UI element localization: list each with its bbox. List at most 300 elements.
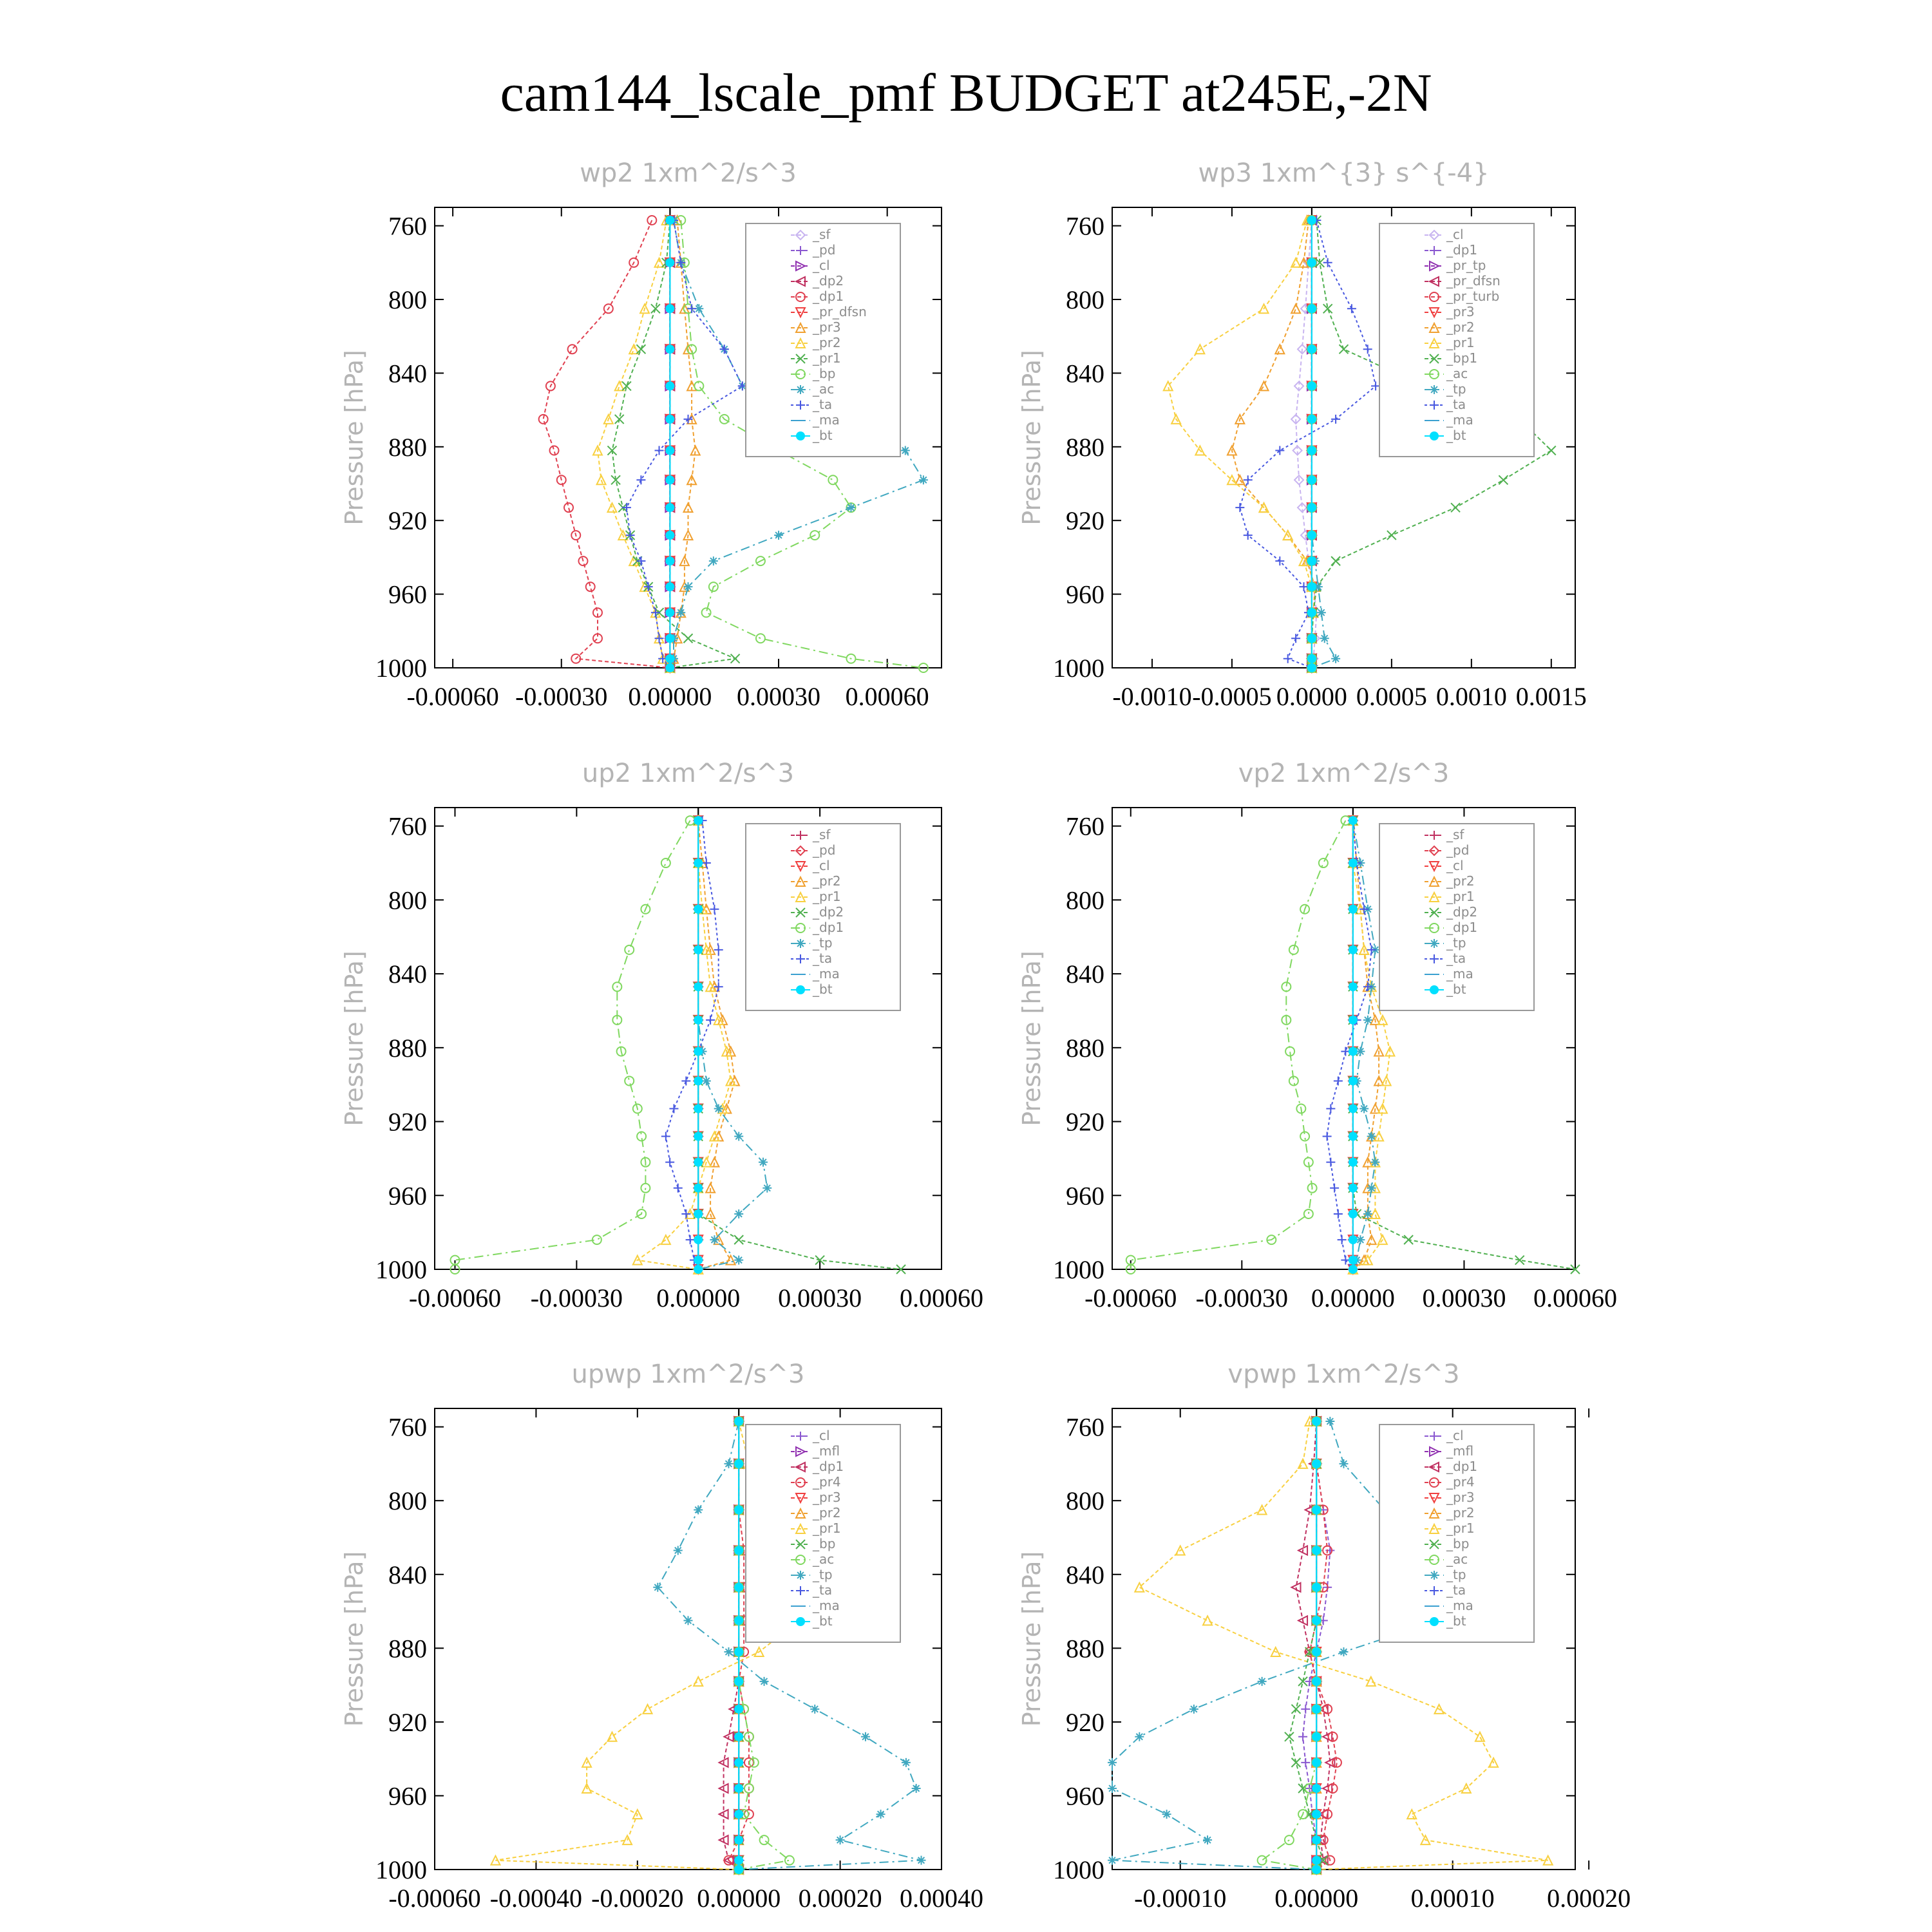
data-point <box>665 475 674 484</box>
y-tick-label: 920 <box>1066 1707 1104 1737</box>
legend-label: _pr1 <box>1446 889 1475 904</box>
data-point <box>665 258 674 267</box>
x-tick-label: 0.0010 <box>1435 682 1507 711</box>
y-axis-label: Pressure [hPa] <box>340 1551 368 1727</box>
data-point <box>1349 1047 1358 1056</box>
x-tick-label: -0.00010 <box>1134 1884 1227 1913</box>
legend-label: _ta <box>1446 397 1466 412</box>
data-point <box>684 1616 693 1625</box>
x-tick-label: 0.00060 <box>845 682 929 711</box>
data-point <box>1312 1417 1321 1426</box>
y-tick-label: 1000 <box>1053 654 1104 683</box>
y-tick-label: 760 <box>1066 211 1104 241</box>
y-tick-label: 840 <box>388 1560 427 1589</box>
x-tick-label: 0.00000 <box>1274 1884 1359 1913</box>
legend-label: _bt <box>1446 981 1466 997</box>
data-point <box>1367 1132 1376 1141</box>
legend-label: _cl <box>1446 227 1464 242</box>
data-point <box>1307 634 1316 643</box>
y-tick-label: 1000 <box>1053 1255 1104 1284</box>
y-tick-label: 880 <box>1066 1634 1104 1663</box>
data-point <box>1370 1158 1379 1167</box>
legend-label: _pr1 <box>1446 335 1475 350</box>
legend-label: _pr1 <box>813 1520 841 1536</box>
x-tick-label: -0.00030 <box>1195 1283 1288 1312</box>
legend-label: _ac <box>813 381 835 397</box>
legend-label: _pr1 <box>813 889 841 904</box>
legend <box>1379 223 1534 457</box>
y-axis-label: Pressure [hPa] <box>1018 1551 1046 1727</box>
legend-label: _tp <box>1446 1567 1466 1582</box>
data-point <box>1312 1784 1321 1793</box>
legend-label: _pd <box>813 842 836 858</box>
y-tick-label: 960 <box>388 1781 427 1811</box>
y-tick-label: 800 <box>388 1486 427 1516</box>
legend-label: _dp1 <box>1446 1459 1478 1474</box>
data-point <box>734 1677 743 1686</box>
y-tick-label: 840 <box>388 359 427 388</box>
y-tick-label: 920 <box>1066 506 1104 536</box>
legend-marker <box>796 1617 805 1626</box>
panel-title: up2 1xm^2/s^3 <box>582 759 795 788</box>
data-point <box>1307 503 1316 512</box>
legend-label: _pr3 <box>1446 1490 1475 1505</box>
legend <box>746 824 900 1010</box>
legend-label: _dp1 <box>813 289 844 304</box>
data-point <box>902 1758 911 1767</box>
data-point <box>694 858 703 867</box>
legend-label: _ac <box>1446 366 1468 381</box>
legend-label: _dp1 <box>1446 242 1478 258</box>
legend-label: _bp <box>813 366 836 381</box>
data-point <box>694 1047 703 1056</box>
legend-label: _dp2 <box>813 273 844 289</box>
legend-label: _cl <box>813 858 830 873</box>
x-tick-label: -0.00060 <box>1084 1283 1177 1312</box>
legend-label: _ta <box>813 1582 833 1598</box>
legend-label: _bt <box>813 1613 833 1629</box>
y-tick-label: 800 <box>1066 886 1104 915</box>
legend-label: _pd <box>813 242 836 258</box>
y-tick-label: 960 <box>388 1181 427 1211</box>
data-point <box>1189 1705 1198 1714</box>
panel-title: wp3 1xm^{3} s^{-4} <box>1198 158 1490 188</box>
y-tick-label: 880 <box>1066 1033 1104 1063</box>
legend-label: _bt <box>813 428 833 443</box>
data-point <box>1349 945 1358 954</box>
legend-label: _bt <box>1446 1613 1466 1629</box>
data-point <box>665 634 674 643</box>
legend-label: _pr_dfsn <box>1446 273 1501 289</box>
y-tick-label: 1000 <box>1053 1855 1104 1884</box>
y-tick-label: 760 <box>388 1412 427 1442</box>
data-point <box>1312 1865 1321 1874</box>
y-axis-label: Pressure [hPa] <box>340 350 368 526</box>
x-tick-label: 0.0005 <box>1356 682 1427 711</box>
data-point <box>1349 982 1358 991</box>
data-point <box>1331 654 1340 663</box>
data-point <box>694 982 703 991</box>
data-point <box>734 1835 743 1844</box>
data-point <box>1307 582 1316 591</box>
y-tick-label: 840 <box>388 960 427 989</box>
y-tick-label: 800 <box>1066 1486 1104 1516</box>
data-point <box>1312 1616 1321 1625</box>
data-point <box>709 556 718 565</box>
legend-label: _pd <box>1446 842 1470 858</box>
data-point <box>810 1705 819 1714</box>
x-tick-label: 0.00000 <box>697 1884 781 1913</box>
legend-label: _cl <box>1446 1428 1464 1443</box>
legend-marker <box>1430 1617 1439 1626</box>
legend-label: _pr_tp <box>1446 258 1486 273</box>
x-tick-label: 0.00040 <box>900 1884 983 1913</box>
y-tick-label: 920 <box>388 506 427 536</box>
y-tick-label: 880 <box>388 1634 427 1663</box>
y-axis-label: Pressure [hPa] <box>340 951 368 1126</box>
x-tick-label: 0.00060 <box>1533 1283 1617 1312</box>
legend-label: _pr4 <box>1446 1474 1475 1490</box>
legend-label: _pr4 <box>813 1474 841 1490</box>
data-point <box>1359 1104 1368 1113</box>
legend-label: _sf <box>1446 827 1464 842</box>
data-point <box>1307 345 1316 354</box>
data-point <box>734 1546 743 1555</box>
legend-label: _pr3 <box>1446 304 1475 319</box>
data-point <box>694 1104 703 1113</box>
legend-label: _ta <box>813 397 833 412</box>
data-point <box>1312 1705 1321 1714</box>
data-point <box>1307 654 1316 663</box>
data-point <box>1312 1546 1321 1555</box>
data-point <box>674 1546 683 1555</box>
legend-label: _pr3 <box>813 1490 841 1505</box>
legend-label: _bt <box>1446 428 1466 443</box>
data-point <box>665 556 674 565</box>
panel-title: wp2 1xm^2/s^3 <box>580 158 797 188</box>
data-point <box>1349 1184 1358 1193</box>
y-axis-label: Pressure [hPa] <box>1018 350 1046 526</box>
y-tick-label: 920 <box>1066 1107 1104 1137</box>
data-point <box>694 1184 703 1193</box>
legend-label: _tp <box>1446 935 1466 951</box>
data-point <box>734 1647 743 1656</box>
x-tick-label: 0.0000 <box>1276 682 1347 711</box>
y-tick-label: 760 <box>1066 811 1104 841</box>
data-point <box>1307 531 1316 540</box>
data-point <box>734 1865 743 1874</box>
data-point <box>1312 1583 1321 1592</box>
legend-label: _ta <box>1446 1582 1466 1598</box>
legend-label: _mfl <box>813 1443 840 1459</box>
data-point <box>1312 1810 1321 1819</box>
data-point <box>1162 1810 1171 1819</box>
data-point <box>1312 1459 1321 1468</box>
data-point <box>917 1856 926 1865</box>
data-point <box>694 945 703 954</box>
y-tick-label: 800 <box>388 285 427 314</box>
legend-label: _sf <box>813 227 831 242</box>
x-tick-label: 0.00000 <box>628 682 712 711</box>
legend-label: _ma <box>1446 412 1473 428</box>
data-point <box>665 446 674 455</box>
data-point <box>1312 1835 1321 1844</box>
legend-label: _cl <box>1446 858 1464 873</box>
y-tick-label: 920 <box>388 1107 427 1137</box>
data-point <box>1307 415 1316 424</box>
data-point <box>694 1132 703 1141</box>
data-point <box>734 1810 743 1819</box>
x-tick-label: 0.00020 <box>1547 1884 1631 1913</box>
legend <box>746 223 900 457</box>
data-point <box>694 1016 703 1025</box>
x-tick-label: -0.0005 <box>1192 682 1272 711</box>
legend-label: _pr3 <box>813 319 841 335</box>
data-point <box>665 415 674 424</box>
data-point <box>1340 1459 1349 1468</box>
data-point <box>836 1835 845 1844</box>
y-tick-label: 880 <box>388 432 427 462</box>
data-point <box>1312 1506 1321 1515</box>
data-point <box>1312 1647 1321 1656</box>
legend-label: _tp <box>813 935 833 951</box>
data-point <box>694 1256 703 1265</box>
data-point <box>665 608 674 617</box>
x-tick-label: -0.00020 <box>591 1884 684 1913</box>
y-axis-label: Pressure [hPa] <box>1018 951 1046 1126</box>
data-point <box>1307 475 1316 484</box>
data-point <box>1307 663 1316 672</box>
legend-label: _pr_dfsn <box>813 304 867 319</box>
data-point <box>1312 1677 1321 1686</box>
data-point <box>1349 1235 1358 1244</box>
x-tick-label: -0.00040 <box>489 1884 583 1913</box>
data-point <box>1307 216 1316 225</box>
x-tick-label: -0.00060 <box>408 1283 502 1312</box>
data-point <box>1312 1856 1321 1865</box>
legend-label: _tp <box>813 1567 833 1582</box>
data-point <box>694 905 703 914</box>
legend-marker <box>1430 1571 1439 1580</box>
x-tick-label: 0.0015 <box>1515 682 1587 711</box>
x-tick-label: 0.00030 <box>1422 1283 1506 1312</box>
data-point <box>694 1235 703 1244</box>
legend-label: _ac <box>1446 1551 1468 1567</box>
legend-label: _pr2 <box>813 335 841 350</box>
y-tick-label: 960 <box>1066 580 1104 609</box>
legend-label: _dp2 <box>1446 904 1478 920</box>
legend-label: _cl <box>813 1428 830 1443</box>
legend-label: _cl <box>813 258 830 273</box>
legend <box>1379 1425 1534 1642</box>
x-tick-label: 0.00060 <box>900 1283 983 1312</box>
data-point <box>694 1209 703 1218</box>
figure-title: cam144_lscale_pmf BUDGET at245E,-2N <box>500 63 1432 123</box>
data-point <box>694 1076 703 1085</box>
data-point <box>714 1104 723 1113</box>
legend-label: _sf <box>813 827 831 842</box>
x-tick-label: -0.00060 <box>406 682 499 711</box>
legend-label: _ta <box>813 951 833 966</box>
x-tick-label: 0.00030 <box>778 1283 862 1312</box>
legend-label: _pr2 <box>1446 1505 1475 1520</box>
legend-label: _bp <box>1446 1536 1470 1551</box>
y-tick-label: 880 <box>388 1033 427 1063</box>
data-point <box>912 1784 921 1793</box>
data-point <box>734 1732 743 1741</box>
legend-label: _pr2 <box>1446 873 1475 889</box>
data-point <box>1349 1209 1358 1218</box>
legend-label: _mfl <box>1446 1443 1474 1459</box>
data-point <box>694 1158 703 1167</box>
data-point <box>1349 1256 1358 1265</box>
legend-label: _bp1 <box>1446 350 1478 366</box>
data-point <box>1108 1856 1117 1865</box>
y-tick-label: 840 <box>1066 1560 1104 1589</box>
y-tick-label: 840 <box>1066 359 1104 388</box>
data-point <box>1307 258 1316 267</box>
legend-marker <box>796 431 805 440</box>
data-point <box>734 1705 743 1714</box>
data-point <box>1203 1835 1212 1844</box>
legend-marker <box>796 985 805 994</box>
data-point <box>1349 1132 1358 1141</box>
x-tick-label: -0.0010 <box>1112 682 1192 711</box>
data-point <box>734 1856 743 1865</box>
y-tick-label: 800 <box>388 886 427 915</box>
legend-label: _dp2 <box>813 904 844 920</box>
legend-label: _ta <box>1446 951 1466 966</box>
legend-label: _ma <box>813 1598 840 1613</box>
legend-marker <box>796 385 805 394</box>
data-point <box>1349 858 1358 867</box>
legend-label: _pr2 <box>1446 319 1475 335</box>
y-tick-label: 800 <box>1066 285 1104 314</box>
data-point <box>734 1784 743 1793</box>
panel-title: vpwp 1xm^2/s^3 <box>1227 1359 1460 1389</box>
data-point <box>665 503 674 512</box>
data-point <box>665 654 674 663</box>
legend-label: _ma <box>1446 966 1473 981</box>
legend <box>746 1425 900 1642</box>
legend-label: _ma <box>1446 1598 1473 1613</box>
data-point <box>734 1758 743 1767</box>
data-point <box>1349 1076 1358 1085</box>
legend-marker <box>1430 431 1439 440</box>
data-point <box>665 531 674 540</box>
data-point <box>734 1616 743 1625</box>
y-tick-label: 760 <box>388 211 427 241</box>
data-point <box>734 1583 743 1592</box>
data-point <box>702 1076 711 1085</box>
data-point <box>665 381 674 390</box>
y-tick-label: 960 <box>388 580 427 609</box>
data-point <box>1367 1184 1376 1193</box>
panel-title: vp2 1xm^2/s^3 <box>1238 759 1450 788</box>
y-tick-label: 840 <box>1066 960 1104 989</box>
data-point <box>1312 1732 1321 1741</box>
y-tick-label: 760 <box>1066 1412 1104 1442</box>
data-point <box>1258 1677 1267 1686</box>
x-tick-label: 0.00000 <box>1311 1283 1395 1312</box>
data-point <box>1307 446 1316 455</box>
legend-label: _tp <box>1446 381 1466 397</box>
y-tick-label: 1000 <box>375 1255 427 1284</box>
x-tick-label: 0.00020 <box>798 1884 882 1913</box>
legend-label: _dp1 <box>813 920 844 935</box>
x-tick-label: -0.00030 <box>515 682 608 711</box>
y-tick-label: 960 <box>1066 1781 1104 1811</box>
legend-label: _bp <box>813 1536 836 1551</box>
x-tick-label: 0.00010 <box>1410 1884 1495 1913</box>
legend-label: _pr2 <box>813 1505 841 1520</box>
legend-marker <box>796 1571 805 1580</box>
data-point <box>1307 381 1316 390</box>
legend-label: _ac <box>813 1551 835 1567</box>
data-point <box>665 663 674 672</box>
legend-marker <box>1430 939 1439 948</box>
data-point <box>1108 1758 1117 1767</box>
data-point <box>734 1417 743 1426</box>
data-point <box>734 1459 743 1468</box>
data-point <box>1108 1784 1117 1793</box>
data-point <box>665 345 674 354</box>
legend-label: _pr1 <box>813 350 841 366</box>
x-tick-label: 0.00030 <box>737 682 821 711</box>
legend-label: _pr1 <box>1446 1520 1475 1536</box>
legend-marker <box>1430 385 1439 394</box>
panel-title: upwp 1xm^2/s^3 <box>571 1359 805 1389</box>
legend <box>1379 824 1534 1010</box>
y-tick-label: 920 <box>388 1707 427 1737</box>
data-point <box>1349 905 1358 914</box>
data-point <box>1307 304 1316 313</box>
legend-marker <box>796 939 805 948</box>
data-point <box>665 216 674 225</box>
data-point <box>1349 1158 1358 1167</box>
y-tick-label: 960 <box>1066 1181 1104 1211</box>
data-point <box>1312 1758 1321 1767</box>
data-point <box>1307 556 1316 565</box>
data-point <box>665 304 674 313</box>
data-point <box>734 1506 743 1515</box>
y-tick-label: 880 <box>1066 432 1104 462</box>
x-tick-label: -0.00030 <box>530 1283 623 1312</box>
data-point <box>1325 1417 1334 1426</box>
x-tick-label: -0.00060 <box>388 1884 481 1913</box>
y-tick-label: 760 <box>388 811 427 841</box>
legend-label: _ma <box>813 966 840 981</box>
data-point <box>762 1184 772 1193</box>
data-point <box>1340 1647 1349 1656</box>
data-point <box>694 1506 703 1515</box>
data-point <box>653 1583 662 1592</box>
legend-label: _ma <box>813 412 840 428</box>
legend-label: _pr_turb <box>1446 289 1500 304</box>
y-tick-label: 1000 <box>375 654 427 683</box>
data-point <box>694 1265 703 1274</box>
legend-label: _pr2 <box>813 873 841 889</box>
y-tick-label: 1000 <box>375 1855 427 1884</box>
data-point <box>1349 1265 1358 1274</box>
data-point <box>1349 1104 1358 1113</box>
legend-label: _bt <box>813 981 833 997</box>
legend-label: _dp1 <box>1446 920 1478 935</box>
legend-marker <box>1430 985 1439 994</box>
data-point <box>1349 1016 1358 1025</box>
data-point <box>665 582 674 591</box>
data-point <box>1307 608 1316 617</box>
